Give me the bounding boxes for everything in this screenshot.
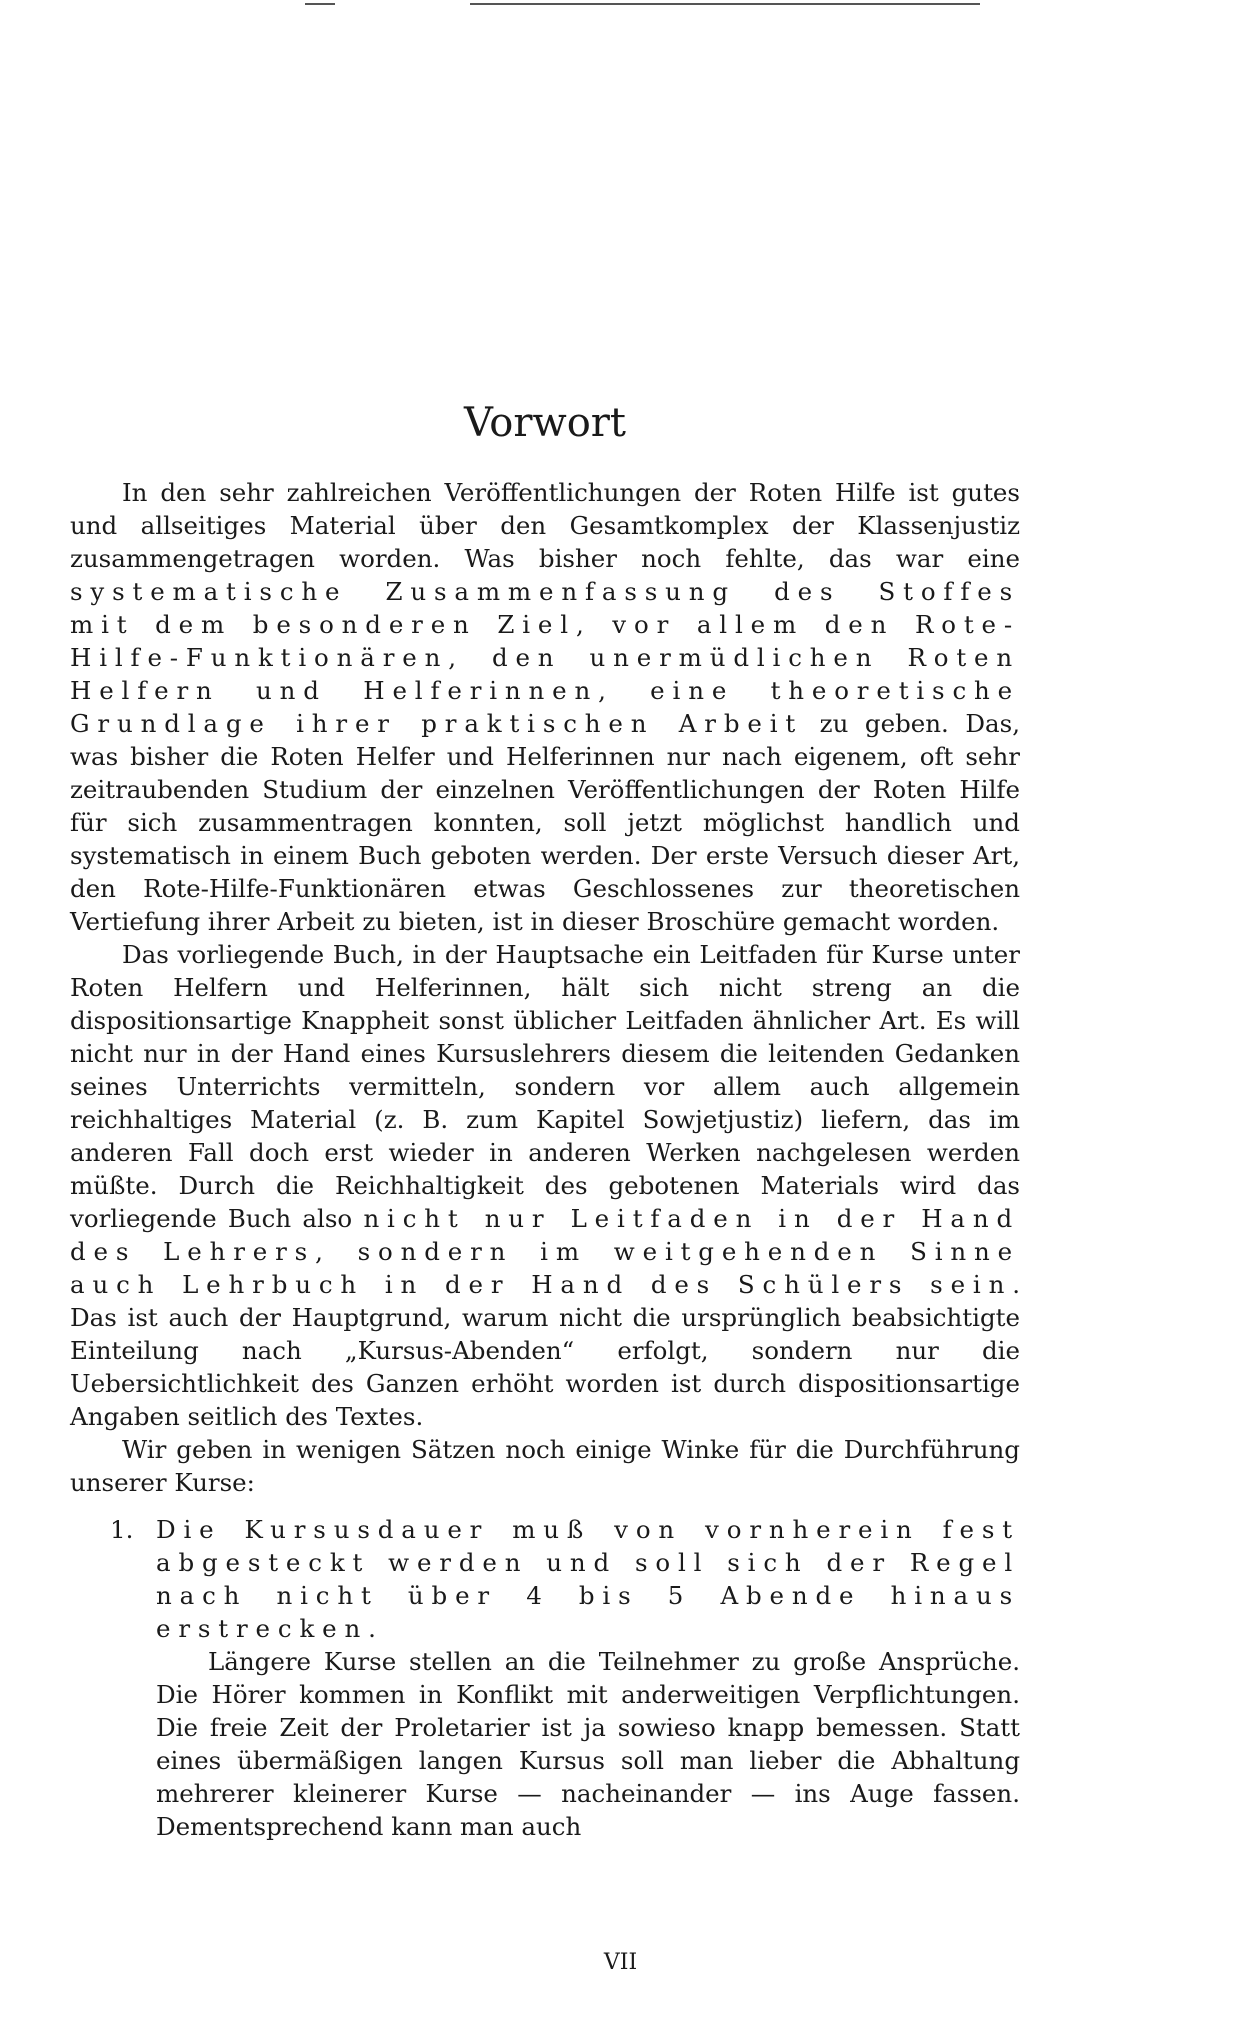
document-page <box>70 400 1020 1843</box>
paragraph-text: . Das ist auch der Hauptgrund, warum nicht die ursprünglich beabsichtigte Einteilung nach „Kursus-Abenden“ erfolgt, sondern nur die Uebersichtlichkeit des Ganzen erhöht worden ist durch dispositionsartige Angaben seitlich des Textes. <box>70 1270 1020 1431</box>
scan-edge-line-left <box>305 3 335 5</box>
paragraph-text: Wir geben in wenigen Sätzen noch einige Winke für die Durchführung unserer Kurse: <box>70 1435 1020 1497</box>
paragraph-text: zu geben. Das, was bisher die Roten Helfer und Helferinnen nur nach eigenem, oft sehr zeitraubenden Studium der einzelnen Veröffentlichungen der Roten Hilfe für sich zusammentragen konnten, soll jetzt möglichst handlich und systematisch in einem Buch geboten werden. Der erste Versuch dieser Art, den Rote-Hilfe-Funktionären etwas Geschlossenes zur theoretischen Vertiefung ihrer Arbeit zu bieten, ist in dieser Broschüre gemacht worden. <box>70 709 1021 936</box>
numbered-list <box>70 1513 1020 1843</box>
paragraph <box>70 476 1020 938</box>
page-number: VII <box>603 1950 638 1975</box>
emphasized-text: systematische Zusammenfassung des Stoffes mit dem besonderen Ziel, vor allem den Rote-Hilfe-Funktionären, den unermüdlichen Roten Helfern und Helferinnen, eine theoretische Grundlage ihrer praktischen Arbeit <box>70 577 1020 738</box>
list-item <box>70 1513 1020 1843</box>
list-item-number: 1. <box>110 1515 134 1544</box>
scan-edge-line-right <box>470 3 980 5</box>
body-text <box>70 476 1020 1499</box>
paragraph <box>70 1433 1020 1499</box>
page-title: Vorwort <box>464 400 626 446</box>
paragraph <box>70 938 1020 1433</box>
emphasized-text: nicht nur Leitfaden in der Hand des Lehrers, sondern im weitgehenden Sinne auch Lehrbuch in der Hand des Schülers sein <box>70 1204 1021 1299</box>
list-item-lead: Die Kursusdauer muß von vornherein fest abgesteckt werden und soll sich der Regel nach nicht über 4 bis 5 Abende hinaus erstrecken. <box>156 1515 1020 1643</box>
list-item-body: Längere Kurse stellen an die Teilnehmer zu große Ansprüche. Die Hörer kommen in Konflikt mit anderweitigen Verpflichtungen. Die freie Zeit der Proletarier ist ja sowieso knapp bemessen. Statt eines übermäßigen langen Kursus soll man lieber die Abhaltung mehrerer kleinerer Kurse — nacheinander — ins Auge fassen. Dementsprechend kann man auch <box>156 1647 1020 1841</box>
paragraph-text: In den sehr zahlreichen Veröffentlichungen der Roten Hilfe ist gutes und allseitiges Material über den Gesamtkomplex der Klassenjustiz zusammengetragen worden. Was bisher noch fehlte, das war eine <box>70 478 1020 573</box>
paragraph-text: Das vorliegende Buch, in der Hauptsache ein Leitfaden für Kurse unter Roten Helfern und Helferinnen, hält sich nicht streng an die dispositionsartige Knappheit sonst üblicher Leitfaden ähnlicher Art. Es will nicht nur in der Hand eines Kursuslehrers diesem die leitenden Gedanken seines Unterrichts vermitteln, sondern vor allem auch allgemein reichhaltiges Material (z. B. zum Kapitel Sowjetjustiz) liefern, das im anderen Fall doch erst wieder in anderen Werken nachgelesen werden müßte. Durch die Reichhaltigkeit des gebotenen Materials wird das vorliegende Buch also <box>70 940 1020 1233</box>
